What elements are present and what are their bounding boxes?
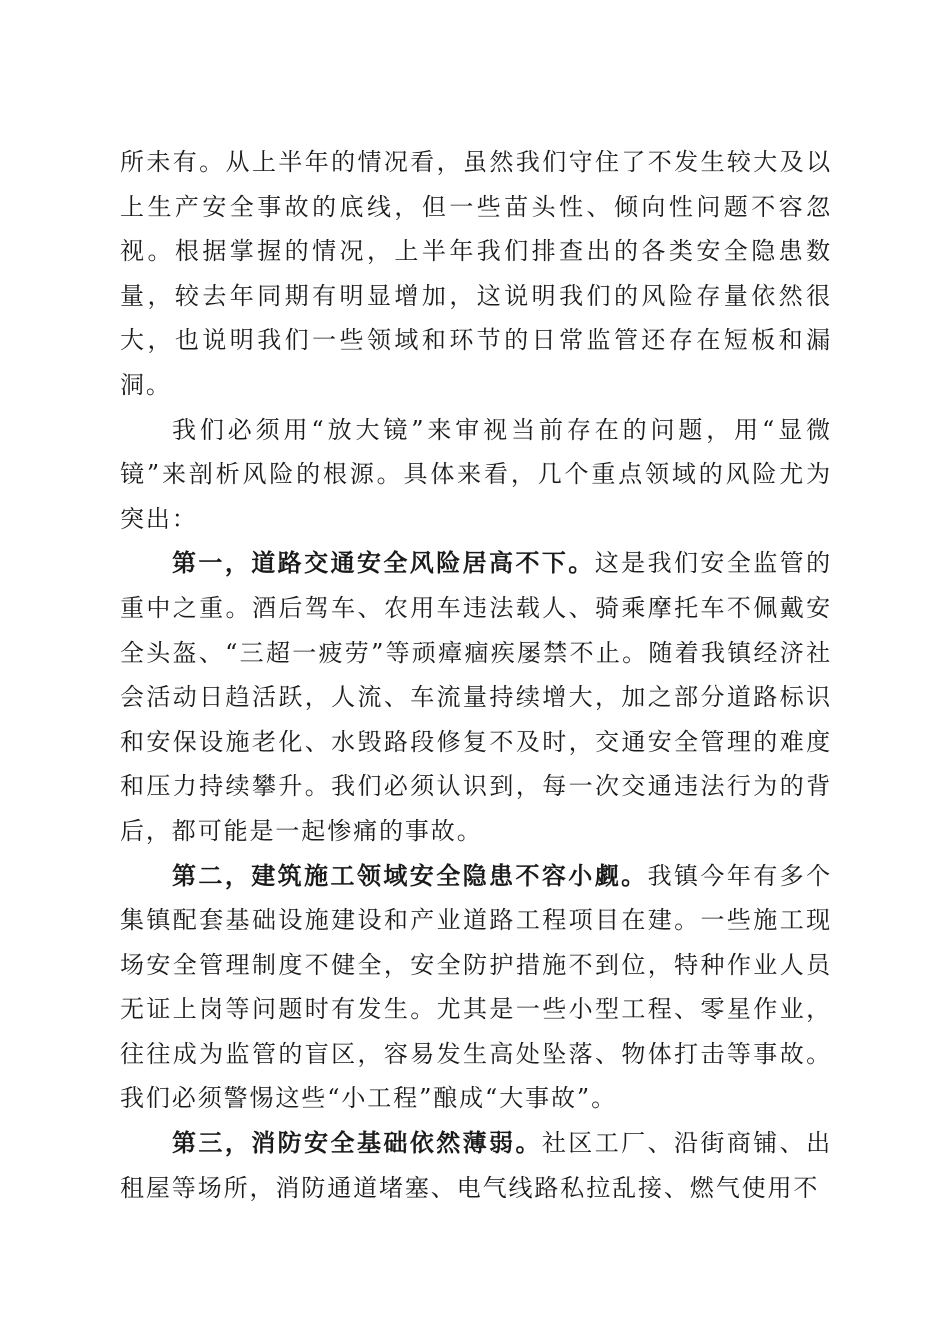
paragraph-2 (120, 408, 832, 542)
paragraph-1-text: 所未有。从上半年的情况看，虽然我们守住了不发生较大及以上生产安全事故的底线，但一些苗头性、倾向性问题不容忽视。根据掌握的情况，上半年我们排查出的各类安全隐患数量，较去年同期有明显增加，这说明我们的风险存量依然很大，也说明我们一些领域和环节的日常监管还存在短板和漏洞。 (120, 148, 832, 399)
document-body (120, 140, 832, 1210)
paragraph-4 (120, 854, 832, 1122)
paragraph-5-text: 社区工厂、沿街商铺、出租屋等场所，消防通道堵塞、电气线路私拉乱接、燃气使用不 (120, 1129, 832, 1202)
paragraph-3-lead: 第一，道路交通安全风险居高不下。 (172, 548, 595, 578)
paragraph-1 (120, 140, 832, 408)
paragraph-4-lead: 第二，建筑施工领域安全隐患不容小觑。 (172, 860, 648, 890)
paragraph-4-text: 我镇今年有多个集镇配套基础设施建设和产业道路工程项目在建。一些施工现场安全管理制度不健全，安全防护措施不到位，特种作业人员无证上岗等问题时有发生。尤其是一些小型工程、零星作业，往往成为监管的盲区，容易发生高处坠落、物体打击等事故。我们必须警惕这些“小工程”酿成“大事故”。 (120, 861, 832, 1113)
paragraph-3 (120, 541, 832, 853)
paragraph-5-lead: 第三，消防安全基础依然薄弱。 (172, 1128, 542, 1158)
paragraph-5 (120, 1121, 832, 1210)
paragraph-3-text: 这是我们安全监管的重中之重。酒后驾车、农用车违法载人、骑乘摩托车不佩戴安全头盔、“三超一疲劳”等顽瘴痼疾屡禁不止。随着我镇经济社会活动日趋活跃，人流、车流量持续增大，加之部分道路标识和安保设施老化、水毁路段修复不及时，交通安全管理的难度和压力持续攀升。我们必须认识到，每一次交通违法行为的背后，都可能是一起惨痛的事故。 (120, 549, 832, 845)
paragraph-2-text: 我们必须用“放大镜”来审视当前存在的问题，用“显微镜”来剖析风险的根源。具体来看，几个重点领域的风险尤为突出： (120, 415, 832, 533)
